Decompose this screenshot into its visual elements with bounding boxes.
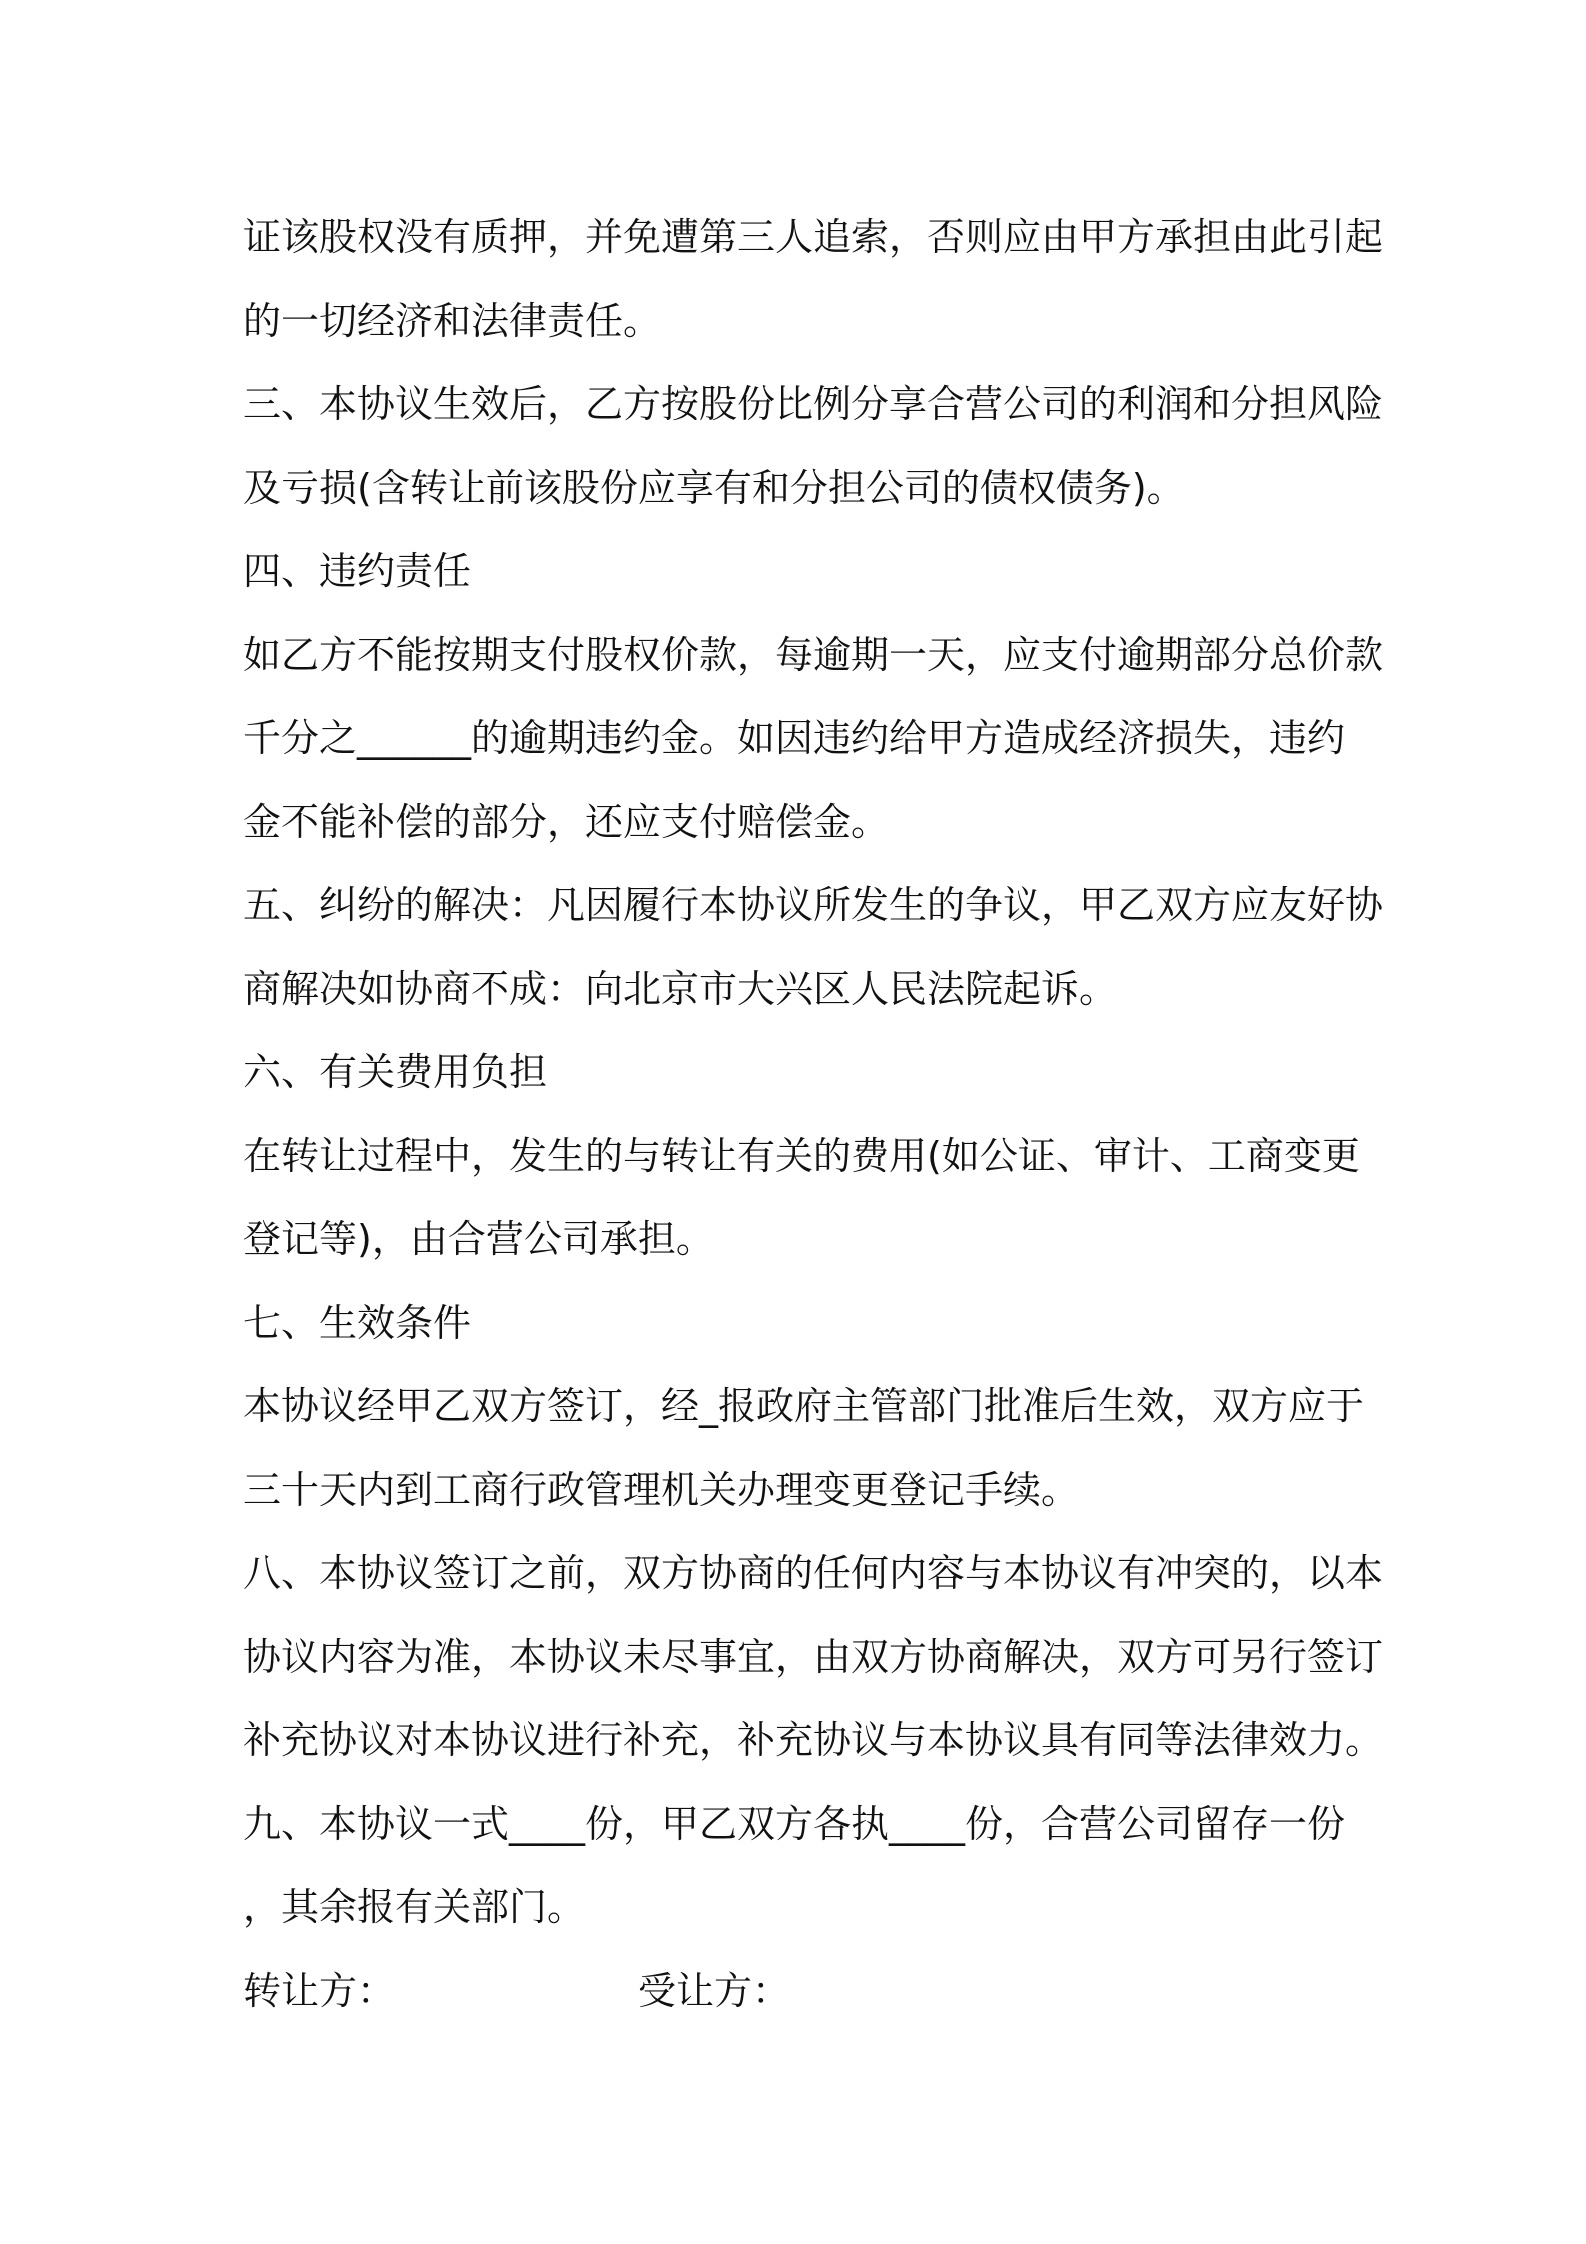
clause-8-precedence: 八、本协议签订之前，双方协商的任何内容与本协议有冲突的，以本 <box>243 1551 1384 1595</box>
clause-5-dispute-resolution: 五、纠纷的解决：凡因履行本协议所发生的争议，甲乙双方应友好协 <box>243 883 1384 927</box>
signature-row <box>243 1950 1363 2034</box>
text-line-2: 的一切经济和法律责任。 <box>243 298 662 343</box>
transferor-label: 转让方： <box>243 1968 396 2013</box>
clause-4-heading: 四、违约责任 <box>243 549 472 593</box>
text-line-10: 商解决如协商不成：向北京市大兴区人民法院起诉。 <box>243 966 1118 1011</box>
text-line-7: 千分之______的逾期违约金。如因违约给甲方造成经济损失，违约 <box>243 716 1346 760</box>
clause-6-heading: 六、有关费用负担 <box>243 1050 548 1094</box>
text-line-13: 登记等)，由合营公司承担。 <box>243 1217 714 1261</box>
document-body <box>243 196 1384 2033</box>
text-line-18: 协议内容为准，本协议未尽事宜，由双方协商解决，双方可另行签订 <box>243 1634 1384 1679</box>
text-line-6: 如乙方不能按期支付股权价款，每逾期一天，应支付逾期部分总价款 <box>243 632 1384 677</box>
transferee-label: 受让方： <box>638 1968 791 2013</box>
text-line-1: 证该股权没有质押，并免遭第三人追索，否则应由甲方承担由此引起 <box>243 215 1384 259</box>
text-line-8: 金不能补偿的部分，还应支付赔偿金。 <box>243 799 890 844</box>
clause-7-heading: 七、生效条件 <box>243 1300 472 1345</box>
text-line-16: 三十天内到工商行政管理机关办理变更登记手续。 <box>243 1467 1080 1512</box>
clause-3-profit-sharing: 三、本协议生效后，乙方按股份比例分享合营公司的利润和分担风险 <box>243 382 1384 426</box>
clause-9-copies: 九、本协议一式____份，甲乙双方各执____份，合营公司留存一份 <box>243 1801 1346 1846</box>
text-line-4: 及亏损(含转让前该股份应享有和分担公司的债权债务)。 <box>243 465 1185 510</box>
text-line-12: 在转让过程中，发生的与转让有关的费用(如公证、审计、工商变更 <box>243 1133 1360 1178</box>
text-line-15: 本协议经甲乙双方签订，经_报政府主管部门批准后生效，双方应于 <box>243 1384 1365 1428</box>
text-line-21: ，其余报有关部门。 <box>243 1885 586 1929</box>
text-line-19: 补充协议对本协议进行补充，补充协议与本协议具有同等法律效力。 <box>243 1718 1384 1762</box>
